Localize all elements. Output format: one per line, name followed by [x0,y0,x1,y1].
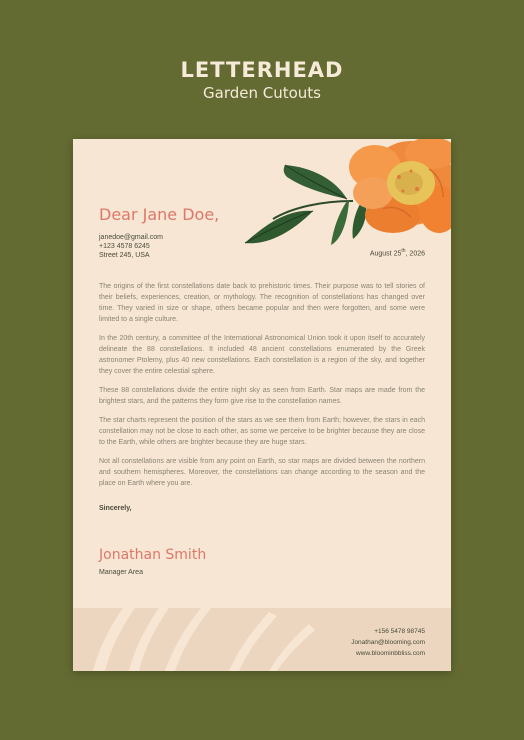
signer-name: Jonathan Smith [99,547,207,563]
date-month-day: August 25 [369,250,402,258]
recipient-address: Street 245, USA [99,252,150,259]
body-paragraph: In the 20th century, a committee of the International Astronomical Union took it upon itself to accurately delineate the 88 constellations. It included 48 ancient constellations enumerated by the Greek astronomer Ptolemy, plus 40 new constellations. Each constellation is a region of the sky, and together they cover the entire celestial sphere. [99,335,425,375]
flower-illustration [243,139,451,249]
footer-contact [351,626,425,659]
date-ordinal: th [401,248,406,254]
signer-role: Manager Area [99,569,143,576]
page-subtitle: Garden Cutouts [203,84,321,102]
footer-band [73,608,451,671]
closing: Sincerely, [99,505,132,512]
footer-phone: +156 5478 98745 [374,628,425,635]
recipient-contact [99,233,163,260]
letter-date [370,248,425,257]
footer-website: www.bloominbbliss.com [356,650,425,657]
page-title: LETTERHEAD [180,58,344,82]
body-paragraph: These 88 constellations divide the entire night sky as seen from Earth. Star maps are made from the brightest stars, and the patterns they form give rise to the constellation names. [99,387,425,405]
recipient-email: janedoe@gmail.com [99,234,163,241]
body-paragraph: The origins of the first constellations date back to prehistoric times. Their purpose was to tell stories of their beliefs, experiences, creation, or mythology. The recognition of constellations has changed over time. They varied in size or shape, others became popular and then were forgotten, and some were limited to a single culture. [99,283,425,323]
body-paragraph: Not all constellations are visible from any point on Earth, so star maps are divided between the northern and southern hemispheres. Moreover, the constellations can change according to the season and the place on Earth where you are. [99,458,425,487]
greeting: Dear Jane Doe, [99,205,220,224]
letter-body [99,281,425,497]
recipient-phone: +123 4578 6245 [99,243,150,250]
footer-email: Jonathan@blooming.com [351,639,425,646]
letterhead-page [73,139,451,671]
date-year: , 2026 [405,250,425,258]
body-paragraph: The star charts represent the position of the stars as we see them from Earth; however, the stars in each constellation may not be close to each other, as some we perceive to be brighter because they are close to the Earth, while others are brighter because they are huge stars. [99,417,425,446]
